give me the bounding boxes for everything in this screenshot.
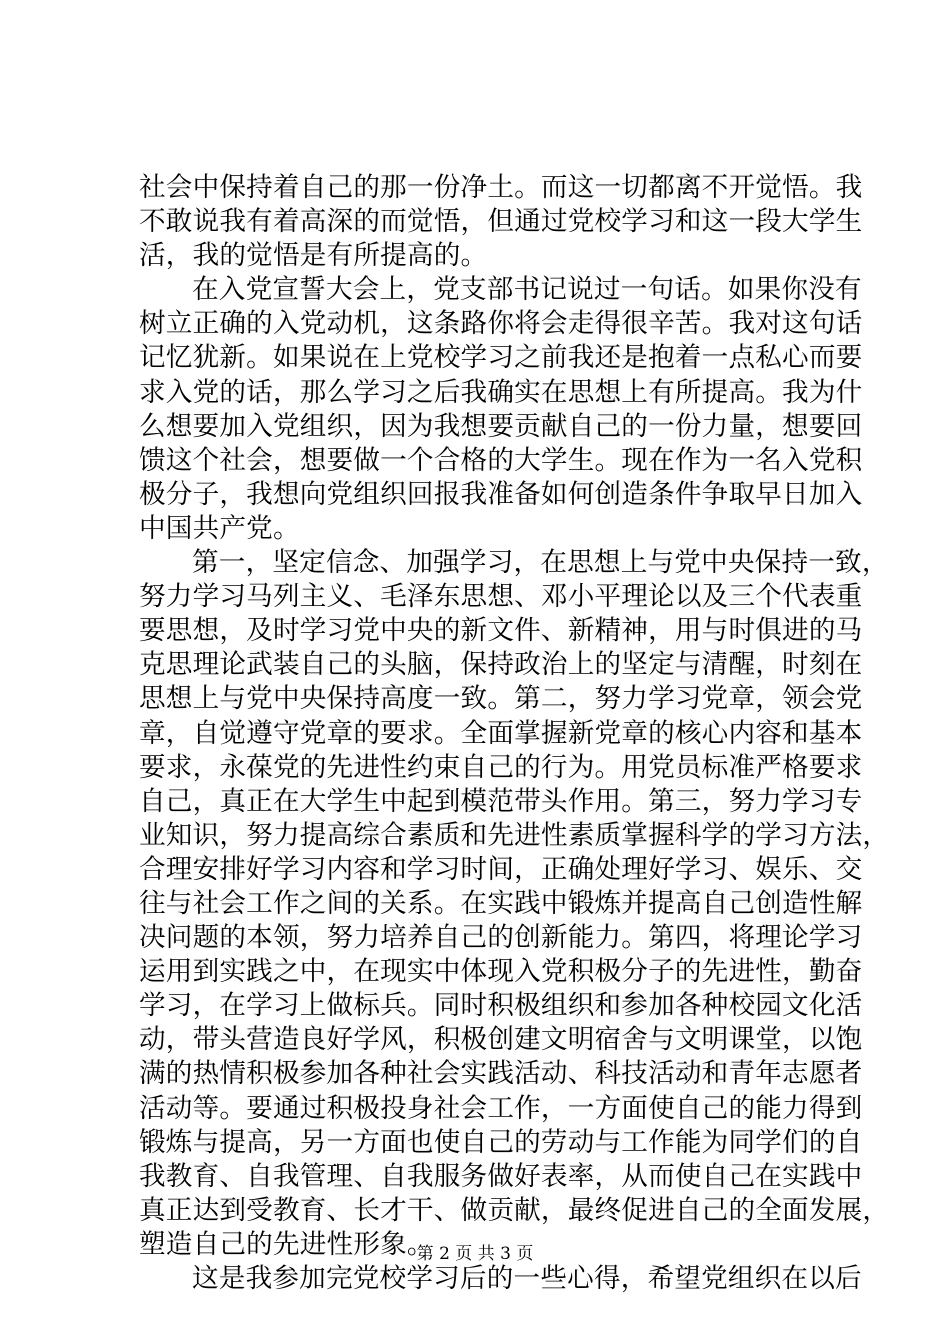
text-line: 社会中保持着自己的那一份净土。而这一切都离不开觉悟。我 (139, 172, 863, 203)
text-line: 思想上与党中央保持高度一致。第二，努力学习党章，领会党 (139, 683, 863, 715)
text-line: 求入党的话，那么学习之后我确实在思想上有所提高。我为什 (139, 376, 863, 408)
text-line: 活动等。要通过积极投身社会工作，一方面使自己的能力得到 (139, 1092, 863, 1124)
text-line: 极分子，我想向党组织回报我准备如何创造条件争取早日加入 (139, 478, 863, 510)
text-line: 真正达到受教育、长才干、做贡献，最终促进自己的全面发展， (139, 1194, 890, 1226)
text-line: 中国共产党。 (139, 512, 300, 544)
text-line: 自己，真正在大学生中起到模范带头作用。第三，努力学习专 (139, 785, 863, 817)
text-line: 往与社会工作之间的关系。在实践中锻炼并提高自己创造性解 (139, 887, 863, 919)
text-line: 要思想，及时学习党中央的新文件、新精神，用与时俱进的马 (139, 615, 863, 647)
text-line: 章，自觉遵守党章的要求。全面掌握新党章的核心内容和基本 (139, 717, 863, 749)
page-footer: 第 2 页 共 3 页 (416, 1244, 534, 1264)
text-line: 这是我参加完党校学习后的一些心得，希望党组织在以后 (192, 1263, 862, 1294)
text-line: 在入党宣誓大会上，党支部书记说过一句话。如果你没有 (192, 274, 862, 306)
text-line: 第一，坚定信念、加强学习，在思想上与党中央保持一致， (192, 547, 889, 579)
text-line: 要求，永葆党的先进性约束自己的行为。用党员标准严格要求 (139, 751, 863, 783)
text-line: 合理安排好学习内容和学习时间，正确处理好学习、娱乐、交 (139, 853, 863, 885)
text-line: 记忆犹新。如果说在上党校学习之前我还是抱着一点私心而要 (139, 342, 863, 374)
text-line: 不敢说我有着高深的而觉悟，但通过党校学习和这一段大学生 (139, 206, 863, 238)
text-line: 我教育、自我管理、自我服务做好表率，从而使自己在实践中 (139, 1160, 863, 1192)
text-line: 锻炼与提高，另一方面也使自己的劳动与工作能为同学们的自 (139, 1126, 863, 1158)
body-text (139, 171, 890, 1296)
text-line: 么想要加入党组织，因为我想要贡献自己的一份力量，想要回 (139, 410, 863, 442)
text-line: 满的热情积极参加各种社会实践活动、科技活动和青年志愿者 (139, 1058, 863, 1090)
text-line: 馈这个社会，想要做一个合格的大学生。现在作为一名入党积 (139, 444, 863, 476)
text-line: 运用到实践之中，在现实中体现入党积极分子的先进性，勤奋 (139, 956, 863, 988)
text-line: 活，我的觉悟是有所提高的。 (139, 240, 488, 272)
text-line: 学习，在学习上做标兵。同时积极组织和参加各种校园文化活 (139, 990, 863, 1022)
text-line: 动，带头营造良好学风，积极创建文明宿舍与文明课堂，以饱 (139, 1024, 863, 1056)
text-line: 克思理论武装自己的头脑，保持政治上的坚定与清醒，时刻在 (139, 649, 863, 681)
text-line: 决问题的本领，努力培养自己的创新能力。第四，将理论学习 (139, 922, 863, 954)
text-line: 树立正确的入党动机，这条路你将会走得很辛苦。我对这句话 (139, 308, 863, 340)
text-line: 塑造自己的先进性形象。 (139, 1228, 434, 1260)
text-line: 努力学习马列主义、毛泽东思想、邓小平理论以及三个代表重 (139, 581, 863, 613)
text-line: 业知识，努力提高综合素质和先进性素质掌握科学的学习方法， (139, 819, 890, 851)
